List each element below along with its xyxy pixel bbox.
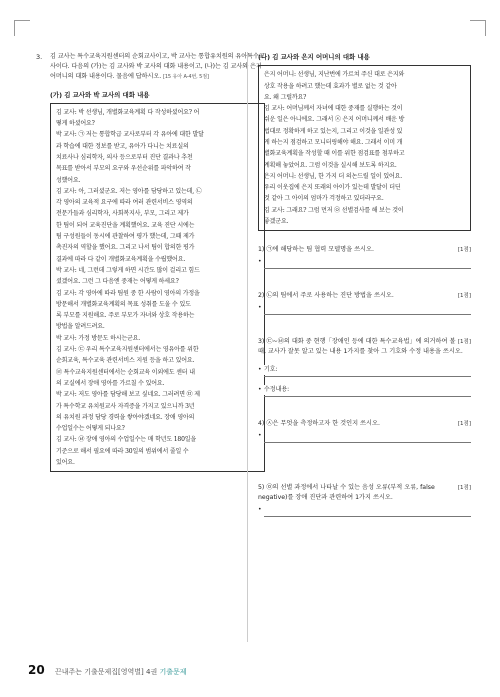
answer-line-2[interactable] xyxy=(258,301,471,315)
dialogue-line: 의 교실에서 장애 영아를 가르칠 수 있어요. xyxy=(56,379,165,387)
dialogue-line: 김 교사: 어머님께서 자녀에 대한 중재를 실행하는 것이 xyxy=(264,105,403,113)
subquestion-3-points: [1점] xyxy=(457,339,471,346)
dialogue-line: 있어요. xyxy=(56,459,75,467)
subquestion-4-points: [1점] xyxy=(457,421,471,428)
subquestion-5-text xyxy=(258,483,471,503)
question-intro xyxy=(50,52,265,83)
box-ga-dialogue xyxy=(50,103,265,473)
answer-line-3-symbol[interactable] xyxy=(258,363,471,377)
page-footer xyxy=(28,663,187,677)
subquestion-5-label: 5) ㉧의 선별 과정에서 나타날 수 있는 음성 오류(부적 오류, false negative)를 장애 진단과 관련하여 1가지 쓰시오. xyxy=(258,484,435,502)
dialogue-line: 록 부모를 지원해요. 주로 부모가 자녀와 상호 작용하는 xyxy=(56,312,195,320)
dialogue-line: 우리 이웃집에 은지 또래의 아이가 있는데 발달이 더딘 xyxy=(264,184,401,192)
answer-line-1[interactable] xyxy=(258,255,471,269)
subquestion-1 xyxy=(258,245,471,269)
subquestion-3-label: 3) ㉢~㉥의 대화 중 현행「장애인 등에 대한 특수교육법」에 의거하여 볼 때, 교사가 잘못 알고 있는 내용 1가지를 찾아 그 기호와 수정 내용을 쓰시오. xyxy=(258,338,463,356)
footer-section: 기출문제 xyxy=(159,668,187,676)
dialogue-line: 은지 어머니: 선생님, 지난번에 가르쳐 주신 대로 은지와 xyxy=(264,71,405,79)
dialogue-line: 별화교육계획을 작성할 때 이를 위한 점검표를 첨부하고 xyxy=(264,150,405,158)
dialogue-line: 박 교사: 저도 영아를 담당해 보고 싶네요. 그러려면 ㉤ 제 xyxy=(56,391,200,399)
dialogue-line: 촉진자의 역할을 했어요. 그리고 나서 팀이 합의한 평가 xyxy=(56,244,195,252)
dialogue-line: 과 학습에 대한 정보를 받고, 유아가 다니는 치료실의 xyxy=(56,142,189,150)
subquestion-2-points: [1점] xyxy=(457,293,471,300)
dialogue-line: 계획해 놓았어요. 그럼 이것을 실시해 보도록 하지요. xyxy=(264,161,397,169)
dialogue-line: 방문해서 개별화교육계획의 목표 성취를 도울 수 있도 xyxy=(56,300,191,308)
box-na-title: (나) 김 교사와 은지 어머니의 대화 내용 xyxy=(258,53,370,61)
answer-revision-label: 수정내용: xyxy=(264,385,292,395)
subquestion-2-text xyxy=(258,291,471,301)
subquestion-4-text xyxy=(258,419,471,429)
dialogue-line: 기준으로 해서 필요에 따라 30일의 범위에서 줄일 수 xyxy=(56,447,189,455)
subquestion-5 xyxy=(258,483,471,517)
subquestion-2-label: 2) ㉡의 팀에서 주로 사용하는 진단 방법을 쓰시오. xyxy=(258,292,394,300)
question-number: 3. xyxy=(36,53,43,61)
dialogue-line: 김 교사: ㉥ 장애 영아의 수업일수는 매 학년도 180일을 xyxy=(56,436,197,444)
bullet-icon: • xyxy=(258,304,262,312)
box-ga-title: (가) 김 교사와 박 교사의 대화 내용 xyxy=(50,90,150,99)
subquestion-1-label: 1) ㉠에 해당하는 팀 협력 모델명을 쓰시오. xyxy=(258,246,374,254)
subquestion-3 xyxy=(258,337,471,397)
dialogue-line: 요. 왜 그럴까요? xyxy=(264,93,307,101)
answer-line-4[interactable] xyxy=(258,429,471,443)
dialogue-line: 각 영아의 교육적 요구에 따라 여러 관련서비스 영역의 xyxy=(56,199,193,207)
dialogue-line: 한 팀이 되어 교육진단을 계획했어요. 교육 진단 시에는 xyxy=(56,221,195,229)
dialogue-line: 목표를 받아서 부모의 요구와 우선순위를 파악하여 작 xyxy=(56,165,191,173)
dialogue-line: 의 유치원 과정 담당 경력을 쌓아야겠네요. 장애 영아의 xyxy=(56,413,195,421)
crop-mark-top-right xyxy=(470,20,486,36)
dialogue-line: 전문가들과 심리학자, 사회복지사, 부모, 그리고 제가 xyxy=(56,210,189,218)
dialogue-line: 좋겠군요. xyxy=(264,218,289,226)
dialogue-line: 쉬운 일은 아니에요. 그래서 ㉦ 은지 어머니께서 배운 방 xyxy=(264,116,405,124)
footer-book-title: 끈내주는 기출문제집[영역별] xyxy=(54,668,146,676)
dialogue-line: 치료사나 심리학자, 의사 등으로부터 진단 결과나 추천 xyxy=(56,154,193,161)
dialogue-line: 김 교사: 박 선생님, 개별화교육계획 다 작성하셨어요? 어 xyxy=(56,108,200,116)
dialogue-line: 결과에 따라 다 같이 개별화교육계획을 수립했어요. xyxy=(56,255,186,263)
dialogue-line: 성했어요. xyxy=(56,176,81,184)
dialogue-line: 상호 작용을 하려고 했는데 효과가 별로 없는 것 같아 xyxy=(264,82,397,90)
bullet-icon: • xyxy=(258,432,262,440)
left-column xyxy=(36,52,265,472)
dialogue-line: 박 교사: 네, 그런데 그렇게 하면 시간도 많이 걸리고 힘드 xyxy=(56,266,200,274)
dialogue-line: 박 교사: ㉠ 저는 통합학급 교사로부터 각 유아에 대한 발달 xyxy=(56,131,204,139)
page-number: 20 xyxy=(28,663,45,677)
question-intro-text: 김 교사는 특수교육지원센터의 순회교사이고, 박 교사는 통합유치원의 유아특수교사이다. 다음의 (가)는 김 교사와 박 교사의 대화 내용이고, (나)는 김 교사와 은지 어머니의 대화 내용이다. 물음에 답하시오. xyxy=(50,53,265,81)
subquestion-4 xyxy=(258,419,471,443)
bullet-icon: • xyxy=(258,366,262,374)
subquestion-4-label: 4) ㉦은 무엇을 측정하고자 한 것인지 쓰시오. xyxy=(258,420,380,428)
dialogue-line: 것 같아 그 아이의 엄마가 걱정하고 있더라구요. xyxy=(264,195,384,203)
subquestion-3-text xyxy=(258,337,471,357)
dialogue-line: 떻게 하셨어요? xyxy=(56,120,95,128)
dialogue-line: 김 교사: ㉢ 우리 특수교육지원센터에서는 영유아를 위한 xyxy=(56,346,199,354)
crop-mark-top-left xyxy=(14,20,30,36)
dialogue-line: 순회교육, 특수교육 관련서비스 지원 등을 하고 있어요. xyxy=(56,357,195,365)
box-na-dialogue xyxy=(258,65,471,231)
dialogue-line: 셨겠어요. 그런 그 다음엔 중재는 어떻게 하세요? xyxy=(56,278,179,286)
footer-volume: 4권 xyxy=(146,668,160,676)
dialogue-line: 김 교사: 아, 그러셨군요. 저는 영아를 담당하고 있는데, ㉡ xyxy=(56,187,202,195)
dialogue-line: ㉣ 특수교육지원센터에서는 순회교육 이외에도 센터 내 xyxy=(56,368,195,376)
dialogue-line: 김 교사: 그래요? 그럼 먼저 ㉧ 선별검사를 해 보는 것이 xyxy=(264,206,404,214)
bullet-icon: • xyxy=(258,386,262,394)
subquestion-1-text xyxy=(258,245,471,255)
right-column xyxy=(258,52,471,517)
subquestion-1-points: [1점] xyxy=(457,247,471,254)
question-source: [15 유아 A-4번, 5점] xyxy=(163,74,209,81)
dialogue-line: 가 특수학교 유치원교사 자격증을 가지고 있으니까 3년 xyxy=(56,402,195,410)
bullet-icon: • xyxy=(258,506,262,514)
subquestion-5-points: [1점] xyxy=(457,485,471,492)
subquestion-2 xyxy=(258,291,471,315)
dialogue-line: 수업일수는 어떻게 되나요? xyxy=(56,425,125,433)
dialogue-line: 은지 어머니: 선생님, 한 가지 더 의논드릴 일이 있어요. xyxy=(264,172,403,180)
dialogue-line: 박 교사: 가정 방문도 하시는군요. xyxy=(56,334,141,342)
answer-symbol-label: 기호: xyxy=(264,365,281,375)
dialogue-line: 김 교사: 각 영아에 따라 팀원 중 한 사람이 영아의 가정을 xyxy=(56,289,200,297)
dialogue-line: 방법을 알려드려요. xyxy=(56,323,105,331)
answer-line-5[interactable] xyxy=(258,503,471,517)
bullet-icon: • xyxy=(258,258,262,266)
dialogue-line: 팀 구성원들이 동시에 관찰하여 평가 했는데, 그때 제가 xyxy=(56,233,195,241)
dialogue-line: 게 하는지 점검하고 모니터링해야 해요. 그래서 이미 개 xyxy=(264,138,403,146)
dialogue-line: 법대로 정확하게 하고 있는지, 그리고 이것을 일관성 있 xyxy=(264,127,403,135)
footer-title xyxy=(55,668,187,676)
column-divider xyxy=(247,52,248,642)
answer-line-3-revision[interactable] xyxy=(258,383,471,397)
